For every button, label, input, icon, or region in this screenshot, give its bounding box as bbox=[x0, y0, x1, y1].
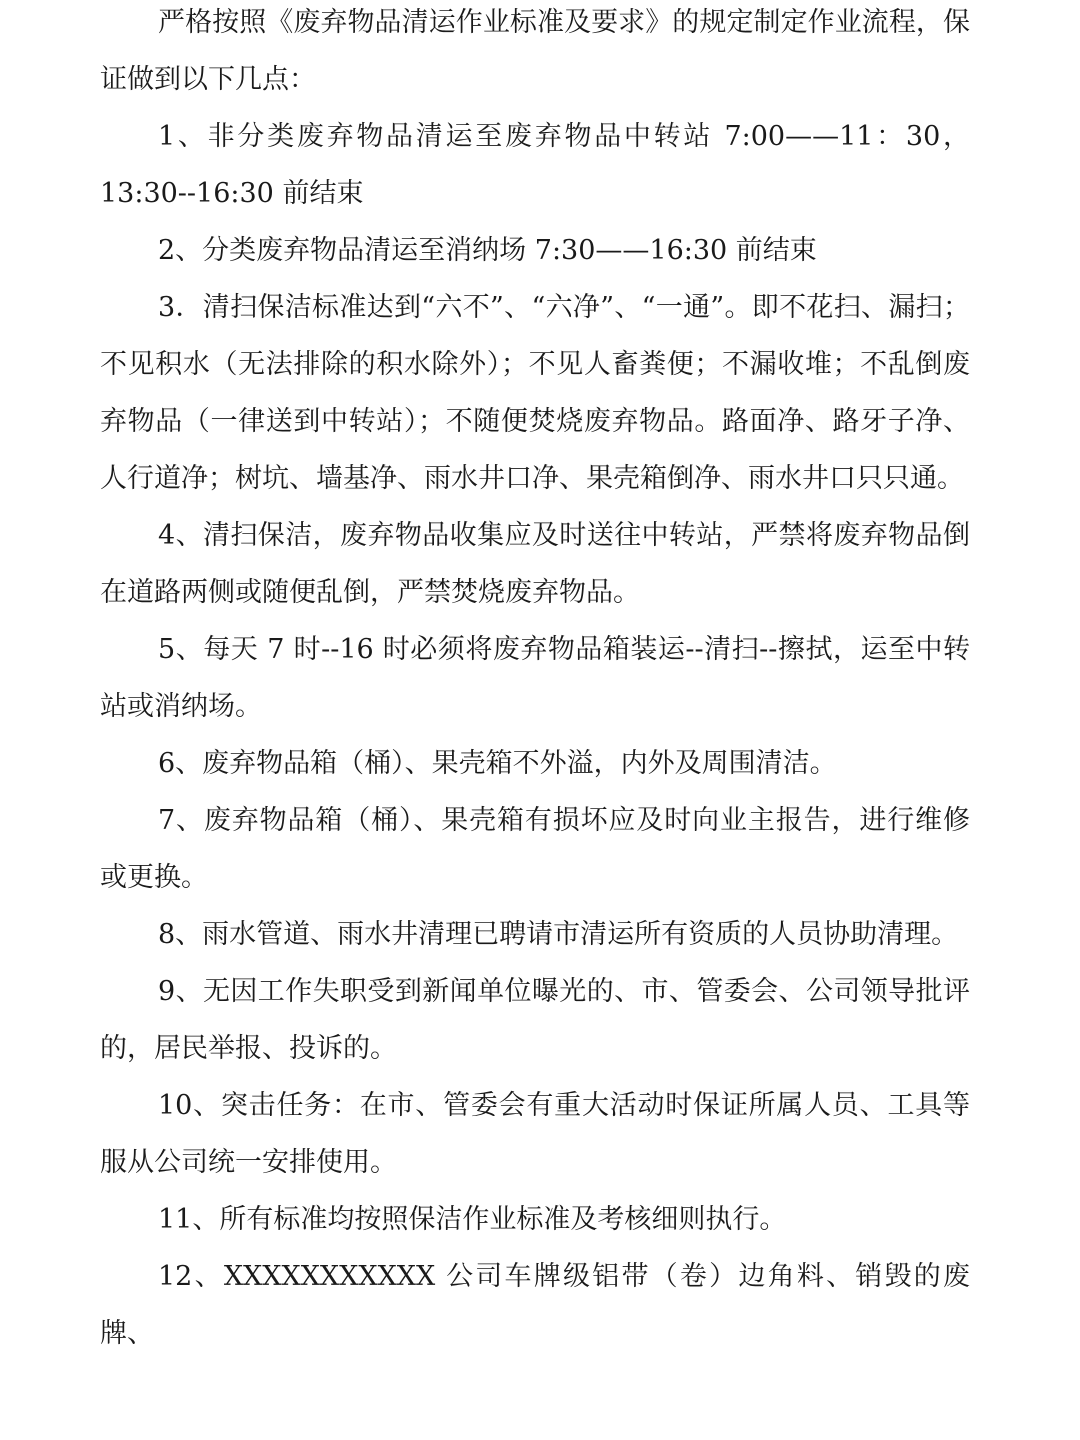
paragraph-item-11: 11、所有标准均按照保洁作业标准及考核细则执行。 bbox=[158, 1204, 787, 1235]
document-page bbox=[100, 0, 970, 1440]
paragraph-item-7: 7、废弃物品箱（桶）、果壳箱有损坏应及时向业主报告，进行维修或更换。 bbox=[100, 805, 970, 893]
paragraph-intro: 严格按照《废弃物品清运作业标准及要求》的规定制定作业流程，保证做到以下几点： bbox=[100, 7, 970, 95]
paragraph-item-10: 10、突击任务：在市、管委会有重大活动时保证所属人员、工具等服从公司统一安排使用。 bbox=[100, 1090, 970, 1178]
paragraph-item-3: 3．清扫保洁标准达到“六不”、“六净”、“一通”。即不花扫、漏扫；不见积水（无法排除的积水除外）；不见人畜粪便；不漏收堆；不乱倒废弃物品（一律送到中转站）；不随便焚烧废弃物品。路面净、路牙子净、人行道净；树坑、墙基净、雨水井口净、果壳箱倒净、雨水井口只只通。 bbox=[100, 292, 970, 494]
paragraph-item-4: 4、清扫保洁，废弃物品收集应及时送往中转站，严禁将废弃物品倒在道路两侧或随便乱倒，严禁焚烧废弃物品。 bbox=[100, 520, 970, 608]
paragraph-item-2: 2、分类废弃物品清运至消纳场 7:30——16:30 前结束 bbox=[158, 235, 817, 266]
paragraph-item-5: 5、每天 7 时--16 时必须将废弃物品箱装运--清扫--擦拭，运至中转站或消纳场。 bbox=[100, 634, 970, 722]
paragraph-item-12: 12、XXXXXXXXXXX 公司车牌级铝带（卷）边角料、销毁的废牌、 bbox=[100, 1261, 970, 1349]
paragraph-item-6: 6、废弃物品箱（桶）、果壳箱不外溢，内外及周围清洁。 bbox=[158, 748, 837, 779]
paragraph-item-1: 1、非分类废弃物品清运至废弃物品中转站 7:00——11：30，13:30--16:30 前结束 bbox=[100, 121, 970, 209]
paragraph-item-8: 8、雨水管道、雨水井清理已聘请市清运所有资质的人员协助清理。 bbox=[158, 919, 959, 950]
paragraph-item-9: 9、无因工作失职受到新闻单位曝光的、市、管委会、公司领导批评的，居民举报、投诉的。 bbox=[100, 976, 970, 1064]
